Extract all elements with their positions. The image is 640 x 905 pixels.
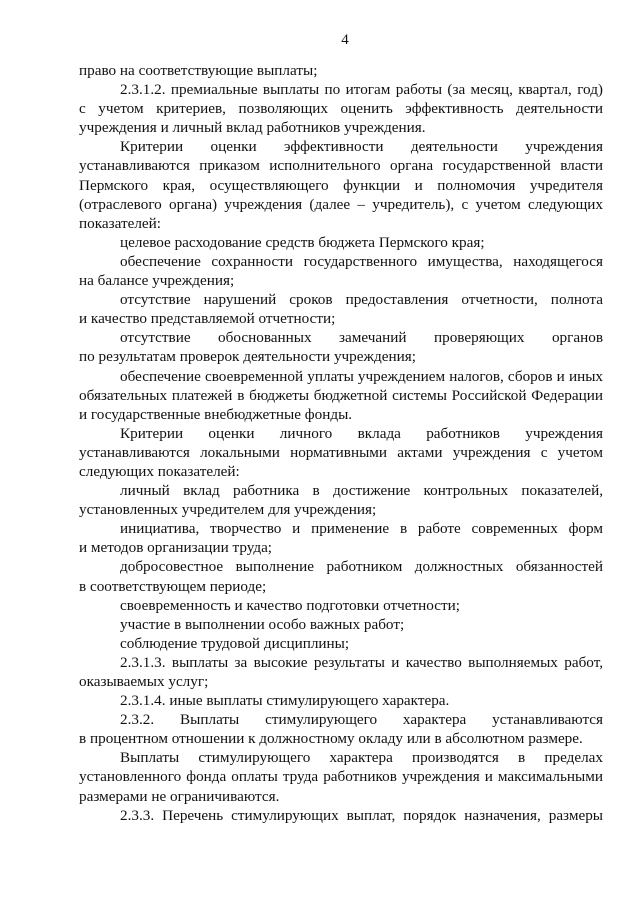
text-line: добросовестное выполнение работником должностных обязанностей <box>120 558 603 576</box>
text-line: Критерии оценки личного вклада работников учреждения <box>120 424 603 442</box>
text-line: 2.3.3. Перечень стимулирующих выплат, порядок назначения, размеры <box>120 806 603 824</box>
text-line: и государственные внебюджетные фонды. <box>79 405 353 423</box>
text-line: целевое расходование средств бюджета Пермского края; <box>120 233 485 251</box>
document-body <box>79 61 603 825</box>
page-number: 4 <box>341 32 349 48</box>
text-line: с учетом критериев, позволяющих оценить эффективность деятельности <box>79 100 603 118</box>
text-line: инициатива, творчество и применение в работе современных форм <box>120 520 603 538</box>
text-line: соблюдение трудовой дисциплины; <box>120 634 350 652</box>
text-line: своевременность и качество подготовки отчетности; <box>120 596 460 614</box>
text-line: Выплаты стимулирующего характера производятся в пределах <box>120 749 603 767</box>
text-line: оказываемых услуг; <box>79 673 209 690</box>
text-line: в соответствующем периоде; <box>79 577 267 595</box>
text-line: в процентном отношении к должностному окладу или в абсолютном размере. <box>79 730 583 748</box>
text-line: следующих показателей: <box>79 462 240 480</box>
text-line: устанавливаются локальными нормативными актами учреждения с учетом <box>79 443 603 461</box>
text-line: Критерии оценки эффективности деятельности учреждения <box>120 138 603 156</box>
text-line: обеспечение сохранности государственного имущества, находящегося <box>120 252 603 270</box>
text-line: обеспечение своевременной уплаты учреждением налогов, сборов и иных <box>120 367 603 385</box>
text-line: установленного фонда оплаты труда работников учреждения и максимальными <box>79 768 603 786</box>
text-line: и качество представляемой отчетности; <box>79 310 336 328</box>
text-line: отсутствие обоснованных замечаний проверяющих органов <box>120 329 603 347</box>
text-line: на балансе учреждения; <box>79 272 235 290</box>
text-line: показателей: <box>79 214 162 232</box>
text-line: 2.3.2. Выплаты стимулирующего характера устанавливаются <box>120 711 603 729</box>
text-line: и методов организации труда; <box>79 539 273 557</box>
text-line: по результатам проверок деятельности учреждения; <box>79 348 416 366</box>
text-line: участие в выполнении особо важных работ; <box>120 615 405 633</box>
text-line: 2.3.1.2. премиальные выплаты по итогам работы (за месяц, квартал, год) <box>120 81 603 99</box>
text-line: устанавливаются приказом исполнительного органа государственной власти <box>79 157 603 175</box>
text-line: (отраслевого органа) учреждения (далее – учредитель), с учетом следующих <box>79 195 603 213</box>
text-line: право на соответствующие выплаты; <box>79 62 318 79</box>
text-line: Пермского края, осуществляющего функции и полномочия учредителя <box>79 176 603 194</box>
text-line: отсутствие нарушений сроков предоставления отчетности, полнота <box>120 291 603 309</box>
text-line: обязательных платежей в бюджеты бюджетной системы Российской Федерации <box>79 386 603 404</box>
text-line: личный вклад работника в достижение контрольных показателей, <box>120 482 603 500</box>
text-line: учреждения и личный вклад работников учреждения. <box>79 119 426 137</box>
text-line: установленных учредителем для учреждения; <box>79 501 377 519</box>
text-line: размерами не ограничиваются. <box>79 787 280 805</box>
text-line: 2.3.1.4. иные выплаты стимулирующего характера. <box>120 692 450 710</box>
text-line: 2.3.1.3. выплаты за высокие результаты и качество выполняемых работ, <box>120 653 603 671</box>
